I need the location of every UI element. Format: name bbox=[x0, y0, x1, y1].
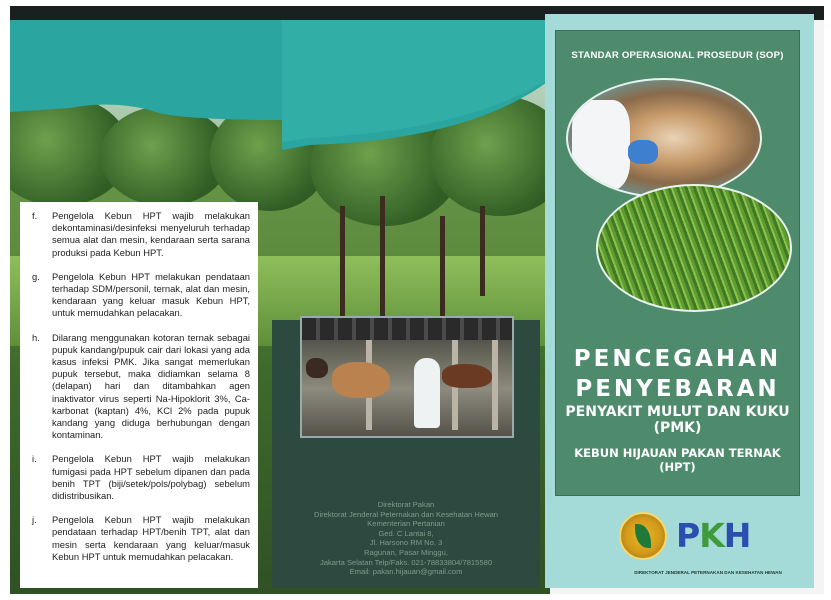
cow bbox=[306, 358, 328, 378]
pkh-logo bbox=[676, 516, 750, 555]
address-line: Jl. Harsono RM No. 3 bbox=[369, 538, 443, 548]
cover-title-disease bbox=[555, 404, 800, 436]
address-line: Direktorat Jenderal Peternakan dan Kesehatan Hewan bbox=[313, 509, 499, 519]
tree-trunk bbox=[480, 206, 485, 296]
sop-step-h bbox=[28, 332, 250, 442]
sprayer-worker bbox=[414, 358, 440, 428]
step-letter: j. bbox=[32, 514, 37, 526]
teal-header-band bbox=[10, 20, 550, 150]
step-text: Pengelola Kebun HPT wajib melakukan pendataan terhadap HPT/benih TPT, alat dan mesin serta kendaraan yang keluar/masuk Kebun HPT untuk memudahkan pelacakan. bbox=[52, 514, 250, 562]
address-line: Jakarta Selatan Telp/Faks. 021-78833804/7815580 bbox=[319, 557, 493, 567]
organization-name: DIREKTORAT JENDERAL PETERNAKAN DAN KESEHATAN HEWAN bbox=[634, 570, 782, 575]
barn-roof bbox=[302, 318, 512, 340]
ministry-emblem-icon bbox=[619, 512, 667, 560]
tree-trunk bbox=[440, 216, 445, 326]
address-line: Kementerian Pertanian bbox=[367, 519, 445, 529]
subtitle-line: KEBUN HIJAUAN PAKAN TERNAK bbox=[574, 446, 781, 460]
sop-label: STANDAR OPERASIONAL PROSEDUR (SOP) bbox=[571, 50, 784, 61]
tree-trunk bbox=[340, 206, 345, 316]
step-text: Pengelola Kebun HPT wajib melakukan dekontaminasi/desinfeksi menyeluruh terhadap semua alat dan mesin, kendaraan serta sarana produksi pada Kebun HPT. bbox=[52, 210, 250, 258]
subtitle-abbr: (HPT) bbox=[659, 460, 696, 474]
pkh-logo-h: H bbox=[723, 516, 751, 555]
pkh-logo-k: K bbox=[699, 516, 724, 555]
address-line: Direktorat Pakan bbox=[377, 500, 435, 509]
address-line: Ged. C Lantai 8, bbox=[378, 528, 434, 538]
cow-inspection-photo bbox=[566, 78, 762, 198]
sop-step-j bbox=[28, 514, 250, 563]
step-text: Pengelola Kebun HPT melakukan pendataan terhadap SDM/personil, ternak, alat dan mesin, kendaraan yang keluar masuk Kebun HPT, untuk memudahkan pelacakan. bbox=[52, 270, 250, 319]
sop-step-i bbox=[28, 453, 250, 502]
cattle-barn-photo bbox=[300, 316, 514, 438]
cover-subtitle bbox=[555, 446, 800, 474]
contact-address bbox=[272, 500, 540, 577]
step-text: Pengelola Kebun HPT wajib melakukan fumigasi pada HPT sebelum dipanen dan pada benih TPT (biji/setek/pols/polybag) sebelum didistribusikan. bbox=[52, 453, 250, 502]
disease-abbr: (PMK) bbox=[653, 420, 702, 436]
step-letter: f. bbox=[32, 210, 38, 221]
disease-name: PENYAKIT MULUT DAN KUKU bbox=[565, 404, 790, 420]
cow bbox=[332, 362, 390, 398]
address-line: Ragunan, Pasar Minggu, bbox=[363, 547, 448, 557]
barn-post bbox=[492, 340, 498, 430]
contact-email[interactable]: Email: pakan.hijauan@gmail.com bbox=[349, 567, 463, 577]
step-text: Dilarang menggunakan kotoran ternak sebagai pupuk kandang/pupuk cair dari lokasi yang ada kasus infeksi PMK. Jika sangat memerlukan pupuk tersebut, maka didiamkan selama 8 (delapan) hari dan ditambahkan agen inaktivator virus seperti Na-Hipoklorit 3%, Ca-karbonat (kaptan) 4%, KCl 2% pada pupuk kandang yang diduga berhubungan dengan kontaminan. bbox=[52, 331, 250, 441]
emblem-leaf bbox=[635, 524, 651, 548]
step-letter: g. bbox=[32, 270, 40, 282]
sop-step-g bbox=[28, 271, 250, 320]
cover-title-line1: PENCEGAHAN bbox=[573, 346, 782, 372]
cover-title-line2: PENYEBARAN bbox=[575, 376, 780, 402]
vet-glove bbox=[628, 140, 658, 164]
sop-steps-panel bbox=[20, 202, 258, 588]
forage-grass-photo bbox=[596, 184, 792, 312]
tree-trunk bbox=[380, 196, 385, 316]
pkh-logo-p: P bbox=[676, 516, 700, 555]
step-letter: h. bbox=[32, 331, 40, 343]
cow bbox=[442, 364, 492, 388]
step-letter: i. bbox=[32, 453, 37, 465]
sop-step-f bbox=[28, 210, 250, 259]
vet-suit bbox=[572, 100, 630, 190]
